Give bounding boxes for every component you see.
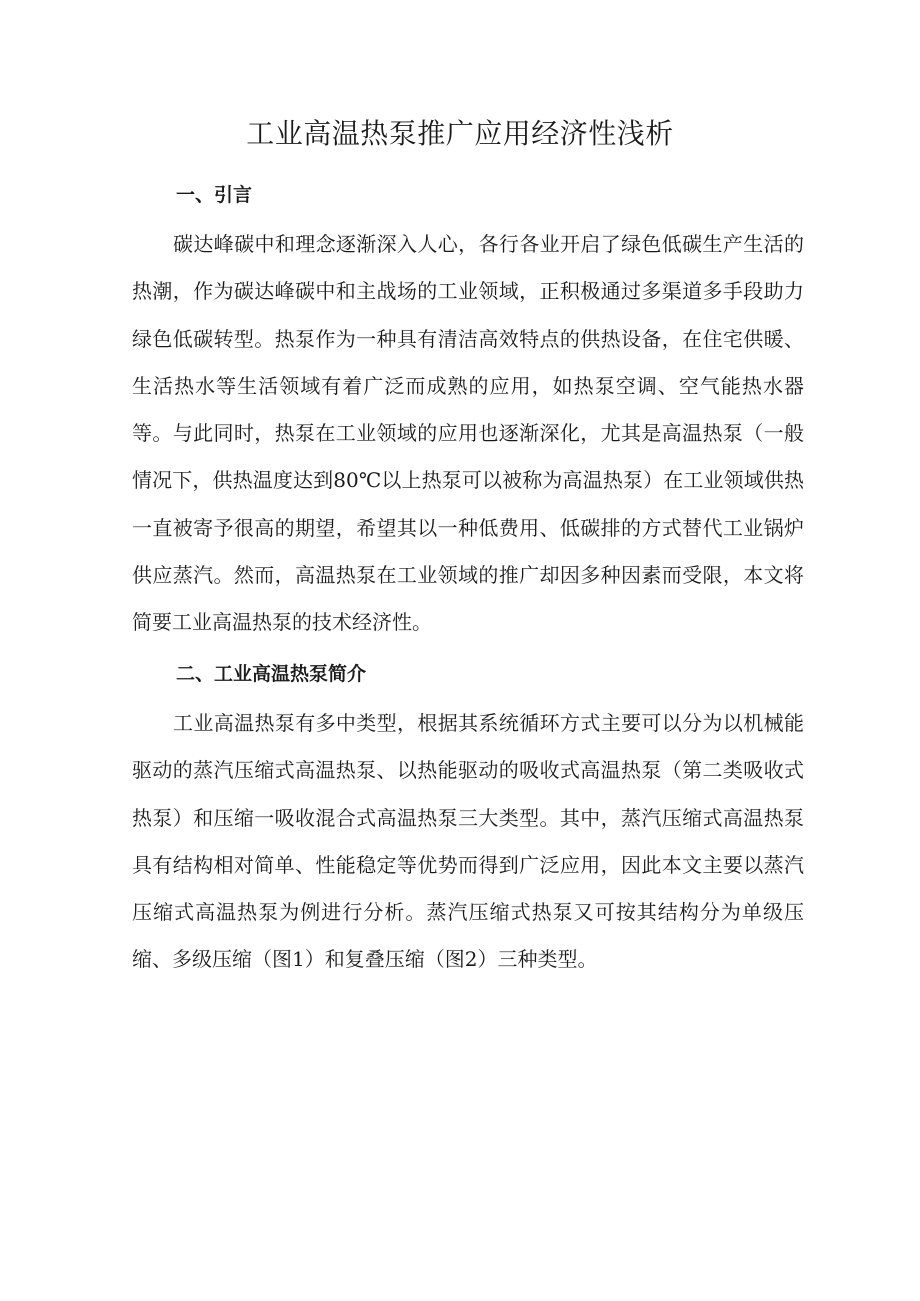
section-heading-introduction: 一、引言: [176, 184, 253, 206]
document-title: 工业高温热泵推广应用经济性浅析: [246, 117, 674, 150]
section-heading-heat-pump-overview: 二、工业高温热泵简介: [176, 663, 367, 685]
section-paragraph-introduction: 碳达峰碳中和理念逐渐深入人心，各行各业开启了绿色低碳生产生活的热潮，作为碳达峰碳中和主战场的工业领域，正积极通过多渠道多手段助力绿色低碳转型。热泵作为一种具有清洁高效特点的供热设备，在住宅供暖、生活热水等生活领域有着广泛而成熟的应用，如热泵空调、空气能热水器等。与此同时，热泵在工业领域的应用也逐渐深化，尤其是高温热泵（一般情况下，供热温度达到80℃以上热泵可以被称为高温热泵）在工业领域供热一直被寄予很高的期望，希望其以一种低费用、低碳排的方式替代工业锅炉供应蒸汽。然而，高温热泵在工业领域的推广却因多种因素而受限，本文将简要工业高温热泵的技术经济性。: [132, 232, 804, 635]
section-paragraph-heat-pump-overview: 工业高温热泵有多中类型，根据其系统循环方式主要可以分为以机械能驱动的蒸汽压缩式高温热泵、以热能驱动的吸收式高温热泵（第二类吸收式热泵）和压缩一吸收混合式高温热泵三大类型。其中，蒸汽压缩式高温热泵具有结构相对简单、性能稳定等优势而得到广泛应用，因此本文主要以蒸汽压缩式高温热泵为例进行分析。蒸汽压缩式热泵又可按其结构分为单级压缩、多级压缩（图1）和复叠压缩（图2）三种类型。: [132, 711, 804, 972]
